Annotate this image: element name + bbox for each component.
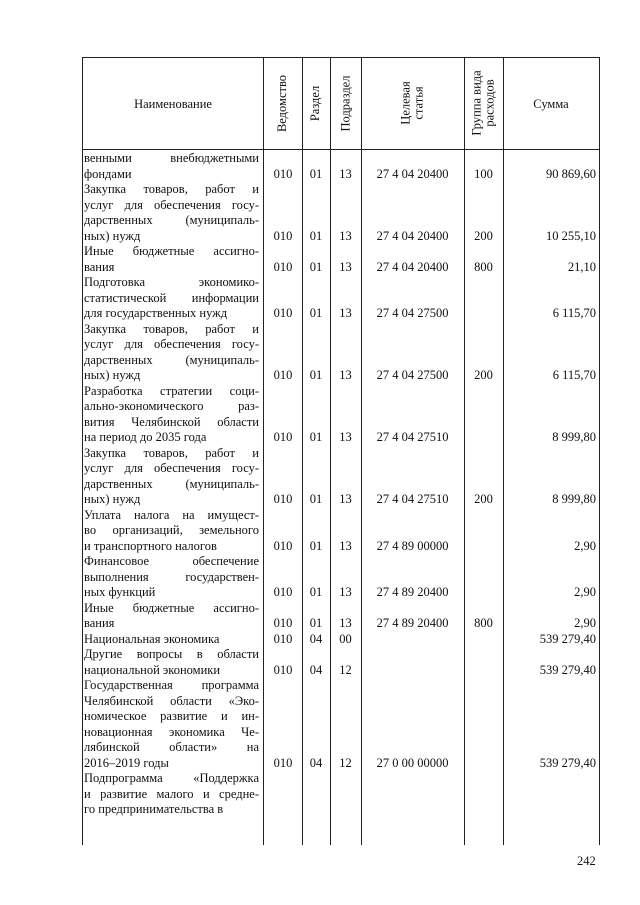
col-border-right: [599, 57, 600, 845]
row-vedomstvo: 010: [273, 662, 293, 677]
row-target-article: 27 4 89 20400: [376, 585, 449, 599]
row-name: Закупка товаров, работ и услуг для обеспечения госу- дарственных (муниципаль- ных) нужд: [84, 445, 259, 506]
row-name: Государственная программа Челябинской области «Эко- номическое развитие и ин- новационная экономика Че- лябинской области» на 2016–2019 годы: [84, 678, 259, 770]
row-target-article: 27 4 04 27510: [376, 430, 449, 444]
row-razdel: 01: [309, 430, 323, 444]
row-razdel: 01: [309, 585, 323, 599]
row-sum: 539 279,40: [539, 755, 596, 770]
row-expense-group: 200: [474, 228, 493, 243]
row-podrazdel: 13: [339, 259, 352, 274]
row-expense-group: 200: [474, 368, 493, 382]
row-expense-group: 100: [474, 166, 493, 181]
row-target-article: 27 0 00 00000: [376, 755, 449, 770]
row-name: Разработка стратегии соци- ально-экономического раз- вития Челябинской области на период до 2035 года: [84, 383, 259, 444]
row-razdel: 01: [309, 538, 323, 553]
row-vedomstvo: 010: [273, 585, 293, 599]
row-name: Уплата налога на имущест- во организаций, земельного и транспортного налогов: [84, 507, 259, 553]
row-target-article: 27 4 04 20400: [376, 259, 449, 274]
row-sum: 8 999,80: [552, 430, 596, 444]
row-expense-group: 800: [474, 616, 493, 630]
row-podrazdel: 13: [339, 430, 352, 444]
row-target-article: 27 4 89 00000: [376, 538, 449, 553]
row-podrazdel: 13: [339, 492, 352, 506]
row-vedomstvo: 010: [273, 755, 293, 770]
row-razdel: 04: [309, 662, 323, 677]
row-vedomstvo: 010: [273, 228, 293, 243]
row-razdel: 01: [309, 616, 323, 630]
row-sum: 6 115,70: [552, 306, 596, 320]
row-name: Подготовка экономико- статистической информации для государственных нужд: [84, 275, 259, 320]
row-name: Финансовое обеспечение выполнения государствен- ных функций: [84, 554, 259, 599]
row-target-article: 27 4 89 20400: [376, 616, 449, 630]
header-razdel: Раздел: [308, 85, 323, 121]
row-target-article: 27 4 04 27500: [376, 368, 449, 382]
header-podrazdel: Подраздел: [338, 75, 352, 131]
row-name: Национальная экономика: [84, 631, 220, 646]
row-podrazdel: 13: [339, 306, 352, 320]
row-sum: 6 115,70: [552, 368, 596, 382]
row-sum: 90 869,60: [546, 166, 596, 181]
row-vedomstvo: 010: [273, 538, 293, 553]
row-podrazdel: 13: [339, 616, 352, 630]
row-razdel: 01: [309, 228, 323, 243]
row-target-article: 27 4 04 20400: [376, 166, 449, 181]
row-razdel: 04: [309, 755, 323, 770]
header-name: Наименование: [134, 97, 212, 111]
row-podrazdel: 13: [339, 585, 352, 599]
row-podrazdel: 12: [339, 662, 352, 677]
row-razdel: 01: [309, 492, 323, 506]
row-razdel: 04: [309, 631, 323, 646]
row-razdel: 01: [309, 368, 323, 382]
header-target-article: Целевая статья: [398, 81, 426, 125]
row-sum: 2,90: [574, 538, 596, 553]
row-expense-group: 200: [474, 492, 493, 506]
row-podrazdel: 00: [339, 631, 352, 646]
row-name: Другие вопросы в области национальной экономики: [84, 647, 259, 677]
row-vedomstvo: 010: [273, 492, 293, 506]
row-sum: 2,90: [574, 616, 596, 630]
row-razdel: 01: [309, 306, 323, 320]
row-vedomstvo: 010: [273, 166, 293, 181]
row-name: Подпрограмма «Поддержка и развитие малого и средне- го предпринимательства в: [84, 771, 259, 816]
row-name: венными внебюджетными фондами: [84, 151, 259, 181]
page-number: 242: [577, 854, 596, 868]
header-expense-group: Группа вида расходов: [469, 70, 497, 136]
row-target-article: 27 4 04 20400: [376, 228, 449, 243]
row-sum: 8 999,80: [552, 492, 596, 506]
row-podrazdel: 13: [339, 166, 352, 181]
row-razdel: 01: [309, 166, 323, 181]
header-sum: Сумма: [533, 97, 569, 111]
row-name: Иные бюджетные ассигно- вания: [84, 244, 259, 274]
row-expense-group: 800: [474, 259, 493, 274]
row-sum: 10 255,10: [546, 228, 596, 243]
row-razdel: 01: [309, 259, 323, 274]
row-vedomstvo: 010: [273, 259, 293, 274]
col-border-left: [82, 57, 83, 845]
row-name: Иные бюджетные ассигно- вания: [84, 600, 259, 630]
row-vedomstvo: 010: [273, 306, 293, 320]
header-bottom-border: [82, 149, 600, 150]
row-target-article: 27 4 04 27510: [376, 492, 449, 506]
row-sum: 539 279,40: [539, 662, 596, 677]
row-name: Закупка товаров, работ и услуг для обеспечения госу- дарственных (муниципаль- ных) нужд: [84, 182, 259, 243]
row-sum: 2,90: [574, 585, 596, 599]
row-name: Закупка товаров, работ и услуг для обеспечения госу- дарственных (муниципаль- ных) нужд: [84, 321, 259, 382]
row-vedomstvo: 010: [273, 631, 293, 646]
row-podrazdel: 13: [339, 538, 352, 553]
row-podrazdel: 13: [339, 228, 352, 243]
row-sum: 539 279,40: [539, 631, 596, 646]
row-target-article: 27 4 04 27500: [376, 306, 449, 320]
row-vedomstvo: 010: [273, 368, 293, 382]
row-sum: 21,10: [567, 259, 596, 274]
row-vedomstvo: 010: [273, 616, 293, 630]
row-vedomstvo: 010: [273, 430, 293, 444]
row-podrazdel: 13: [339, 368, 352, 382]
row-podrazdel: 12: [339, 755, 352, 770]
header-vedomstvo: Ведомство: [275, 74, 289, 132]
